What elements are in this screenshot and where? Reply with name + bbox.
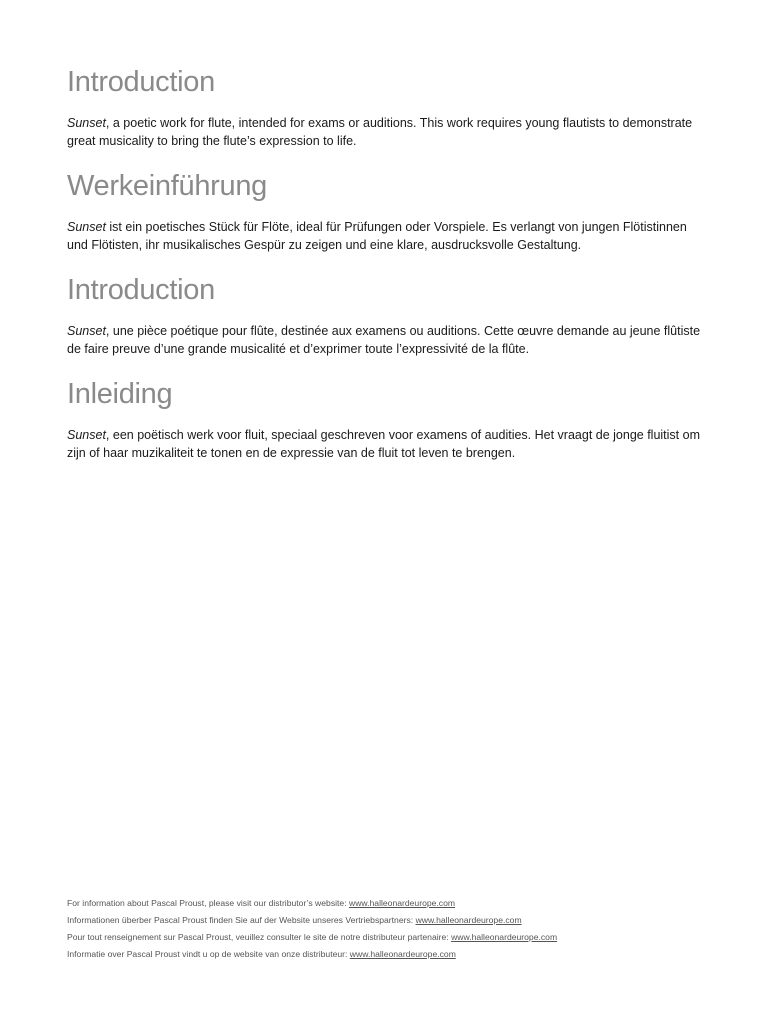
footer-text: Informatie over Pascal Proust vindt u op de website van onze distributeur: [67, 949, 350, 959]
section-body-text: , a poetic work for flute, intended for exams or auditions. This work requires young flautists to demonstrate great musicality to bring the flute’s expression to life. [67, 116, 693, 148]
distributor-link[interactable]: www.halleonardeurope.com [348, 898, 456, 908]
work-title: Sunset [67, 324, 106, 338]
section-dutch [67, 374, 707, 462]
footer-line-english [67, 895, 707, 912]
footer-info [67, 895, 707, 963]
footer-line-french [67, 929, 707, 946]
section-body-text: , une pièce poétique pour flûte, destinée aux examens ou auditions. Cette œuvre demande au jeune flûtiste de faire preuve d’une grande musicalité et d’exprimer toute l’expressivité de la flûte. [67, 324, 701, 356]
distributor-link[interactable]: www.halleonardeurope.com [349, 949, 456, 959]
section-heading: Inleiding [67, 378, 173, 410]
work-title: Sunset [67, 220, 106, 234]
section-body [67, 114, 707, 150]
section-french [67, 270, 707, 358]
distributor-link[interactable]: www.halleonardeurope.com [415, 915, 522, 925]
section-heading: Werkeinführung [67, 170, 267, 202]
footer-text: Pour tout renseignement sur Pascal Proust, veuillez consulter le site de notre distributeur partenaire: [67, 932, 452, 942]
section-body [67, 322, 707, 358]
footer-line-dutch [67, 946, 707, 963]
work-title: Sunset [67, 428, 106, 442]
section-body-text: ist ein poetisches Stück für Flöte, ideal für Prüfungen oder Vorspiele. Es verlangt von jungen Flötistinnen und Flötisten, ihr musikalisches Gespür zu zeigen und eine klare, ausdrucksvolle Gestaltung. [67, 220, 687, 252]
section-heading: Introduction [67, 66, 215, 98]
footer-text: For information about Pascal Proust, please visit our distributor’s website: [67, 898, 349, 908]
section-body-text: , een poëtisch werk voor fluit, speciaal geschreven voor examens of audities. Het vraagt de jonge fluitist om zijn of haar muzikaliteit te tonen en de expressie van de fluit tot leven te brengen. [67, 428, 700, 460]
section-german [67, 166, 707, 254]
section-english [67, 62, 707, 150]
distributor-link[interactable]: www.halleonardeurope.com [451, 932, 558, 942]
footer-line-german [67, 912, 707, 929]
page-content [67, 62, 707, 462]
section-body [67, 426, 707, 462]
work-title: Sunset [67, 116, 106, 130]
section-body [67, 218, 707, 254]
footer-text: Informationen überber Pascal Proust finden Sie auf der Website unseres Vertriebspartners: [67, 915, 416, 925]
section-heading: Introduction [67, 274, 215, 306]
